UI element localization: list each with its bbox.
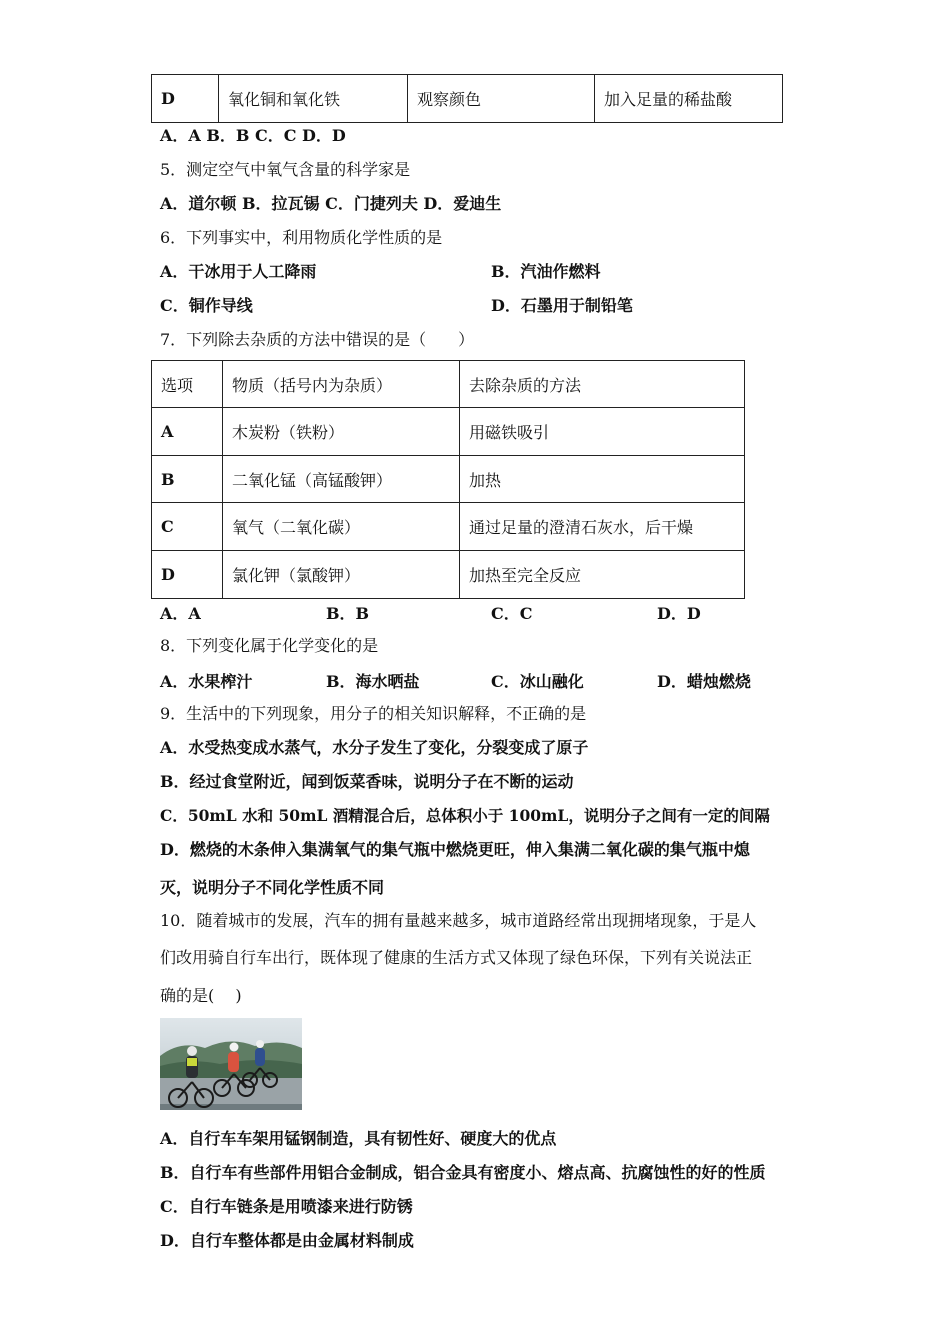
q4-options: A．A B．B C．C D．D [160, 126, 346, 145]
q4-row-d-method1: 观察颜色 [408, 75, 595, 123]
q10-stem-line3: 确的是( ) [160, 986, 242, 1005]
q4-row-d-method2: 加入足量的稀盐酸 [595, 75, 783, 123]
q7-row-b-option: B [152, 456, 223, 503]
q4-table [151, 74, 783, 123]
q6-option-a: A．干冰用于人工降雨 [160, 262, 317, 281]
q7-row-a-method: 用磁铁吸引 [460, 408, 745, 456]
cyclists-illustration [160, 1018, 302, 1110]
q9-option-d-line2: 灭，说明分子不同化学性质不同 [160, 878, 385, 897]
q7-row-c-method: 通过足量的澄清石灰水，后干燥 [460, 503, 745, 551]
q7-header-option: 选项 [152, 361, 223, 408]
q7-row-d-method: 加热至完全反应 [460, 551, 745, 599]
q6-option-c: C．铜作导线 [160, 296, 253, 315]
q6-option-d: D．石墨用于制铅笔 [491, 296, 633, 315]
q6-option-b: B．汽油作燃料 [491, 262, 601, 281]
q7-stem: 7．下列除去杂质的方法中错误的是（ ） [160, 330, 475, 349]
q9-stem: 9．生活中的下列现象，用分子的相关知识解释，不正确的是 [160, 704, 587, 723]
q7-row-a-substance: 木炭粉（铁粉） [223, 408, 460, 456]
q6-stem: 6．下列事实中，利用物质化学性质的是 [160, 228, 443, 247]
q8-option-b: B．海水晒盐 [326, 672, 420, 691]
q7-header-method: 去除杂质的方法 [460, 361, 745, 408]
q10-option-b: B．自行车有些部件用铝合金制成，铝合金具有密度小、熔点高、抗腐蚀性的好的性质 [160, 1163, 766, 1182]
table-row [152, 456, 745, 503]
q9-option-c: C．50mL 水和 50mL 酒精混合后，总体积小于 100mL，说明分子之间有一定的间隔 [160, 806, 770, 825]
q7-option-a: A．A [160, 604, 201, 623]
q7-option-c: C．C [491, 604, 533, 623]
table-row [152, 503, 745, 551]
q4-row-d-option: D [152, 75, 219, 123]
q7-table-header [152, 361, 745, 408]
q5-stem: 5．测定空气中氧气含量的科学家是 [160, 160, 411, 179]
q7-row-a-option: A [152, 408, 223, 456]
q7-table [151, 360, 745, 599]
q10-stem-line1: 10．随着城市的发展，汽车的拥有量越来越多，城市道路经常出现拥堵现象，于是人 [160, 911, 757, 930]
q8-stem: 8．下列变化属于化学变化的是 [160, 636, 379, 655]
q4-row-d-substance: 氧化铜和氧化铁 [219, 75, 408, 123]
q8-option-d: D．蜡烛燃烧 [657, 672, 751, 691]
q7-option-b: B．B [326, 604, 370, 623]
q9-option-d-line1: D．燃烧的木条伸入集满氧气的集气瓶中燃烧更旺，伸入集满二氧化碳的集气瓶中熄 [160, 840, 750, 859]
q7-option-d: D．D [657, 604, 701, 623]
q7-row-d-option: D [152, 551, 223, 599]
q9-option-b: B．经过食堂附近，闻到饭菜香味，说明分子在不断的运动 [160, 772, 574, 791]
table-row [152, 551, 745, 599]
q10-option-a: A．自行车车架用锰钢制造，具有韧性好、硬度大的优点 [160, 1129, 557, 1148]
q10-option-c: C．自行车链条是用喷漆来进行防锈 [160, 1197, 413, 1216]
q7-row-c-substance: 氧气（二氧化碳） [223, 503, 460, 551]
q5-options: A．道尔顿 B．拉瓦锡 C．门捷列夫 D．爱迪生 [160, 194, 502, 213]
q7-header-substance: 物质（括号内为杂质） [223, 361, 460, 408]
q10-option-d: D．自行车整体都是由金属材料制成 [160, 1231, 414, 1250]
q9-option-a: A．水受热变成水蒸气，水分子发生了变化，分裂变成了原子 [160, 738, 589, 757]
q7-row-d-substance: 氯化钾（氯酸钾） [223, 551, 460, 599]
q7-row-c-option: C [152, 503, 223, 551]
q7-row-b-method: 加热 [460, 456, 745, 503]
q8-option-c: C．冰山融化 [491, 672, 584, 691]
table-row [152, 408, 745, 456]
q10-stem-line2: 们改用骑自行车出行，既体现了健康的生活方式又体现了绿色环保，下列有关说法正 [160, 948, 753, 967]
cyclists-photo [160, 1018, 302, 1110]
q8-option-a: A．水果榨汁 [160, 672, 253, 691]
q7-row-b-substance: 二氧化锰（高锰酸钾） [223, 456, 460, 503]
